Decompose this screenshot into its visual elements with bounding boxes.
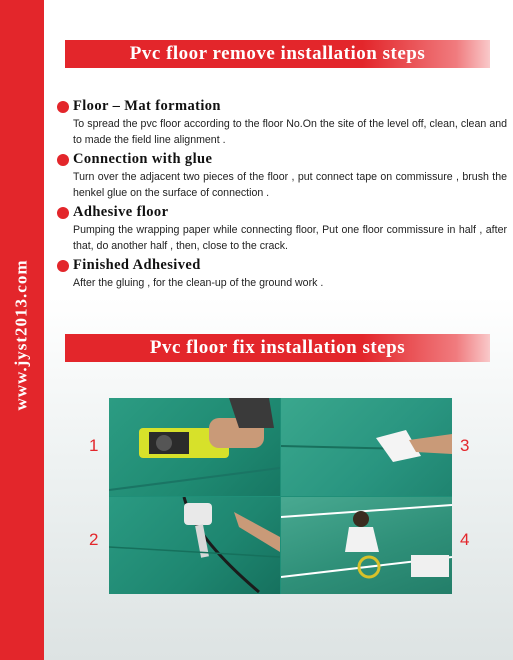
photo-number-2: 2 [89, 530, 99, 549]
remove-steps-title: Pvc floor remove installation steps [129, 43, 426, 64]
fix-steps-title: Pvc floor fix installation steps [149, 337, 406, 358]
step-heading [57, 98, 507, 115]
sidebar-website-text [5, 235, 39, 435]
step-description: To spread the pvc floor according to the floor No.On the site of the level off, clean, clean and to made the field line alignment . [73, 118, 507, 146]
step-title: Connection with glue [73, 151, 213, 167]
step-title: Floor – Mat formation [73, 98, 221, 114]
fix-steps-header [65, 334, 490, 362]
photo-cutting-seam [281, 398, 452, 496]
remove-steps-list [57, 98, 507, 294]
step-description: Pumping the wrapping paper while connecting floor, Put one floor commissure in half , after that, do another half , then, close to the crack. [73, 224, 507, 252]
step-item [57, 151, 507, 201]
red-bullet-icon [57, 260, 69, 272]
red-bullet-icon [57, 154, 69, 166]
website-label: www.jyst2013.com [12, 259, 32, 411]
red-bullet-icon [57, 101, 69, 113]
step-heading [57, 257, 507, 274]
photo-hot-air-welding [109, 497, 280, 594]
step-item [57, 204, 507, 254]
remove-steps-header [65, 40, 490, 68]
step-description: Turn over the adjacent two pieces of the floor , put connect tape on commissure , brush the henkel glue on the surface of connection . [73, 171, 507, 199]
photo-number-3: 3 [460, 436, 470, 455]
photo-court-floor [281, 497, 452, 594]
red-bullet-icon [57, 207, 69, 219]
step-item [57, 98, 507, 148]
step-title: Finished Adhesived [73, 257, 201, 273]
photo-number-4: 4 [460, 530, 470, 549]
step-heading [57, 151, 507, 168]
photo-welding-seam [109, 398, 280, 496]
step-heading [57, 204, 507, 221]
installation-photo-grid [109, 398, 452, 594]
step-title: Adhesive floor [73, 204, 169, 220]
sidebar-band [0, 0, 44, 660]
step-item [57, 257, 507, 291]
step-description: After the gluing , for the clean-up of the ground work . [73, 277, 324, 289]
photo-number-1: 1 [89, 436, 99, 455]
